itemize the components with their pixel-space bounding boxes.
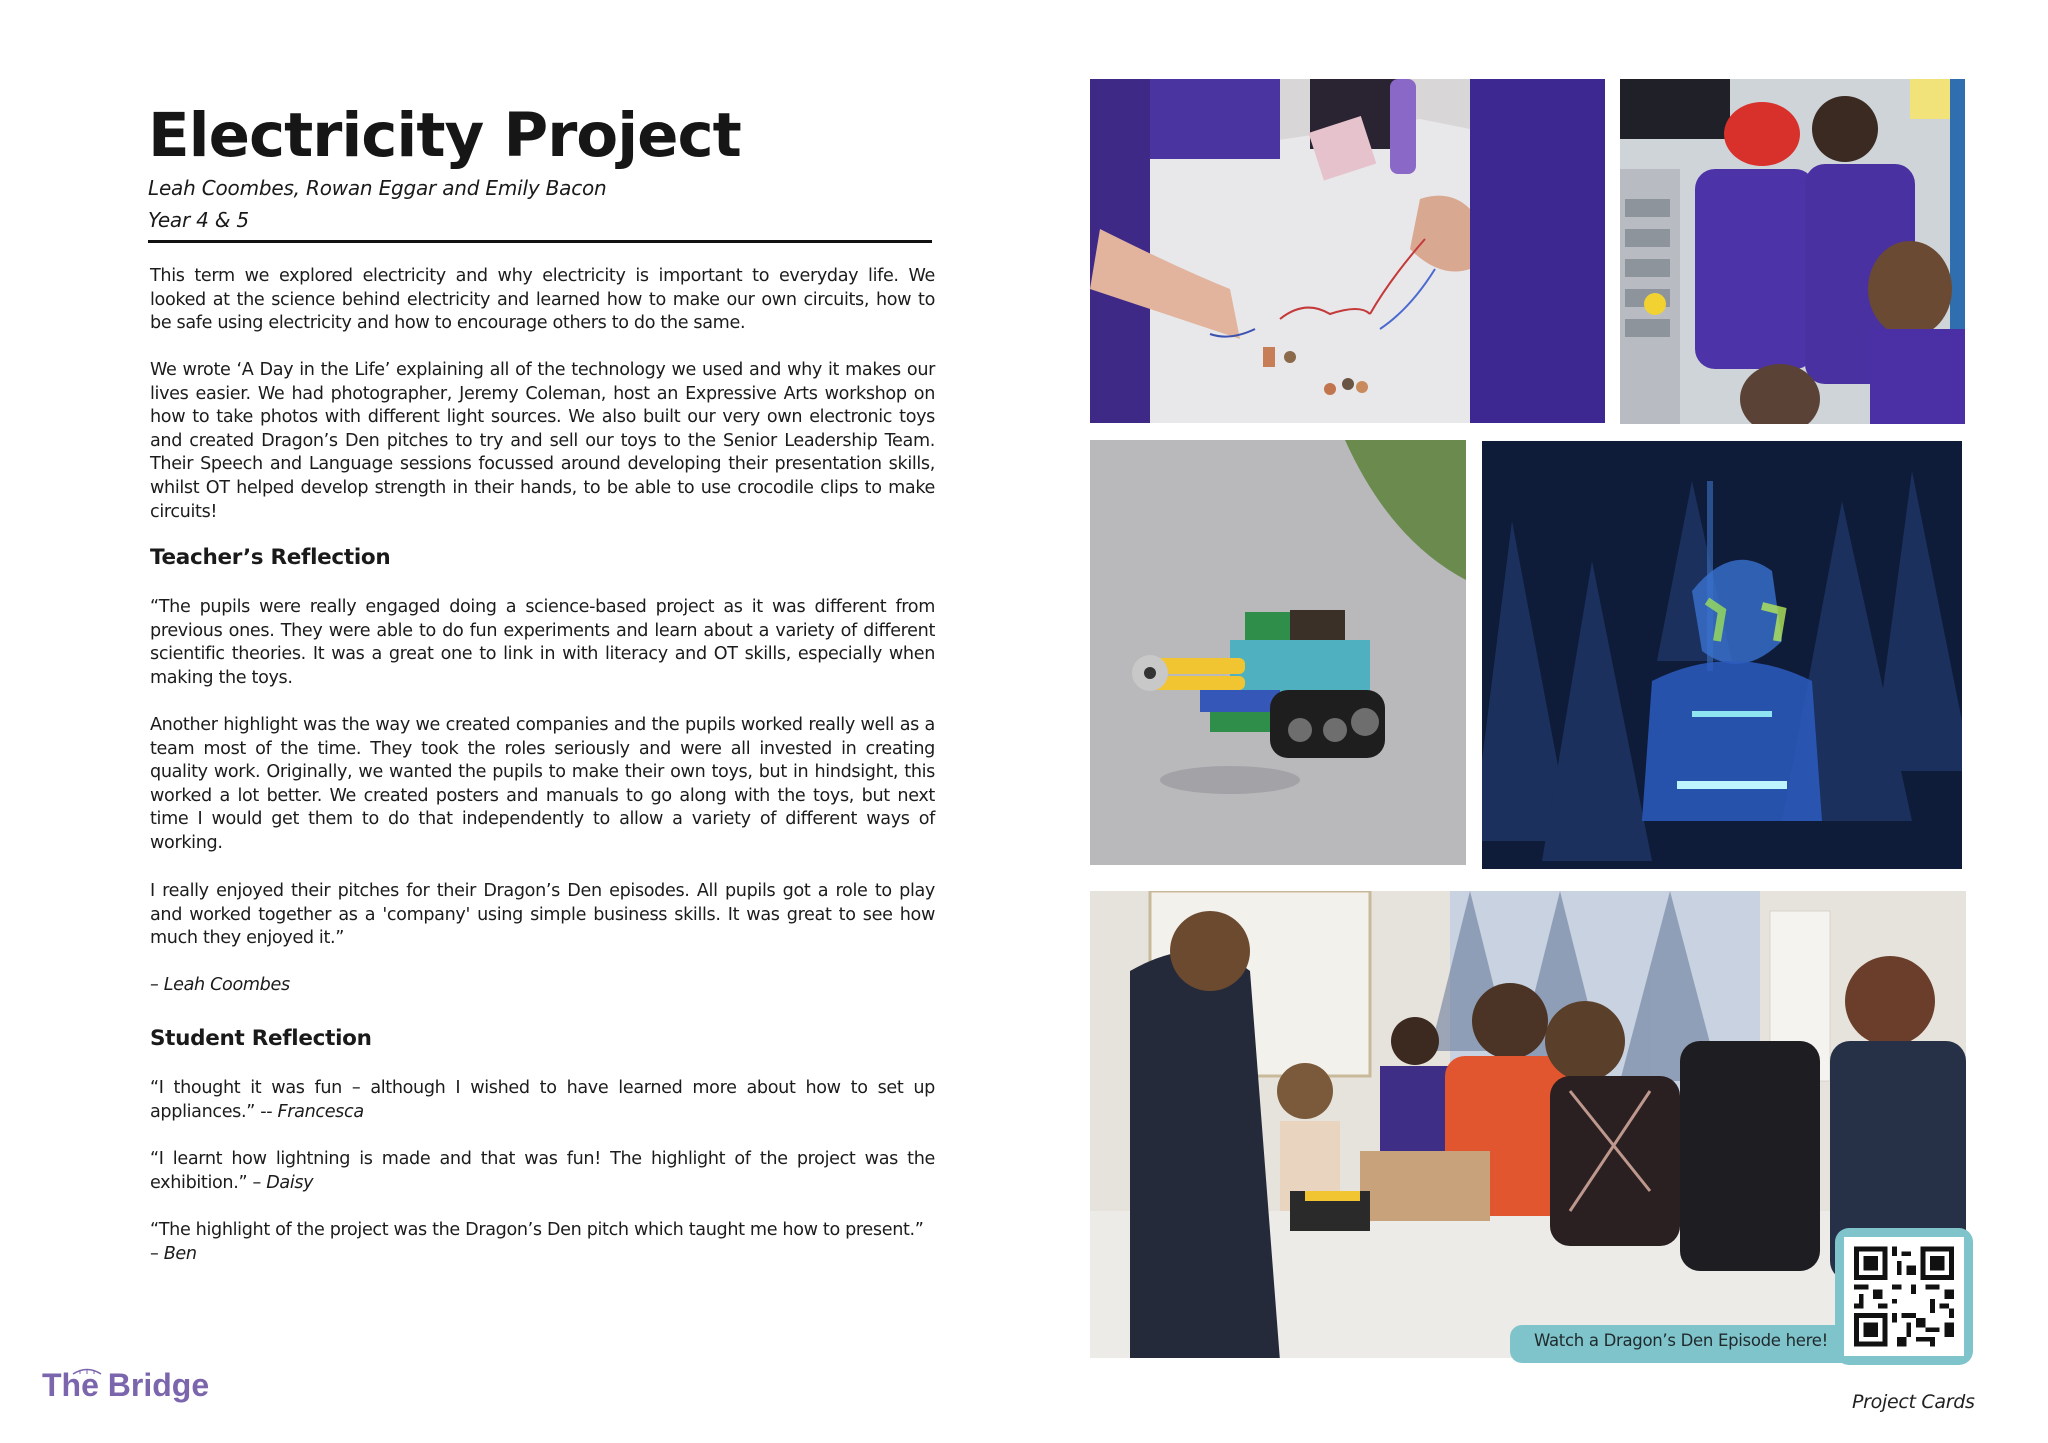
student-quote-francesca: “I thought it was fun – although I wished to have learned more about how to set up appliances.” -- Francesca bbox=[150, 1078, 935, 1122]
teacher-reflection-paragraph-3: I really enjoyed their pitches for their Dragon’s Den episodes. All pupils got a role to play and worked together as a 'company' using simple business skills. It was great to see how much they enjoyed it.” bbox=[150, 881, 935, 949]
intro-paragraph-2: We wrote ‘A Day in the Life’ explaining all of the technology we used and why it makes our lives easier. We had photographer, Jeremy Coleman, host an Expressive Arts workshop on how to take photos with different light sources. We also built our very own electronic toys and created Dragon’s Den pitches to try and sell our toys to the Senior Leadership Team. Their Speech and Language sessions focussed around developing their presentation skills, whilst OT helped develop strength in their hands, to be able to use crocodile clips to make circuits! bbox=[150, 360, 935, 522]
year-group: Year 4 & 5 bbox=[148, 208, 249, 232]
toy-tank-illustration bbox=[1090, 440, 1466, 865]
title-divider bbox=[148, 240, 932, 243]
teacher-reflection-paragraph-2: Another highlight was the way we created companies and the pupils worked really well as a team most of the time. They took the roles seriously and were all invested in creating quality work. Originally, we wanted the pupils to make their own toys, but in hindsight, this worked a lot better. We created posters and manuals to go along with the toys, but next time I would get them to do that independently to allow a variety of different ways of working. bbox=[150, 715, 935, 853]
page-title: Electricity Project bbox=[148, 100, 741, 171]
intro-paragraph-1: This term we explored electricity and why electricity is important to everyday life. We looked at the science behind electricity and learned how to make our own circuits, how to be safe using electricity and how to encourage others to do the same. bbox=[150, 266, 935, 334]
header bbox=[148, 100, 935, 243]
qr-code-icon[interactable] bbox=[1844, 1237, 1964, 1356]
qr-label[interactable]: Watch a Dragon’s Den Episode here! bbox=[1534, 1331, 1828, 1350]
circuit-photo-illustration bbox=[1090, 79, 1605, 423]
student-quote-daisy: “I learnt how lightning is made and that was fun! The highlight of the project was the exhibition.” – Daisy bbox=[150, 1149, 935, 1193]
photo-circuit-building bbox=[1090, 79, 1605, 423]
teacher-reflection-heading: Teacher’s Reflection bbox=[150, 545, 391, 570]
student-reflection-heading: Student Reflection bbox=[150, 1026, 372, 1051]
school-logo: The Bridge bbox=[42, 1367, 210, 1403]
photo-pupils-circuit bbox=[1620, 79, 1965, 424]
qr-code-pattern bbox=[1844, 1237, 1964, 1356]
pupils-photo-illustration bbox=[1620, 79, 1965, 424]
photo-light-painting bbox=[1482, 441, 1962, 869]
light-painting-illustration bbox=[1482, 441, 1962, 869]
section-label: Project Cards bbox=[1852, 1391, 1975, 1413]
authors: Leah Coombes, Rowan Eggar and Emily Bacon bbox=[148, 176, 607, 200]
student-quote-ben: “The highlight of the project was the Dragon’s Den pitch which taught me how to present.” – Ben bbox=[150, 1220, 924, 1264]
teacher-attribution: – Leah Coombes bbox=[150, 975, 290, 995]
photo-toy-tank bbox=[1090, 440, 1466, 865]
teacher-reflection-paragraph-1: “The pupils were really engaged doing a science-based project as it was different from previous ones. They were able to do fun experiments and learn about a variety of different scientific theories. It was a great one to link in with literacy and OT skills, especially when making the toys. bbox=[150, 597, 935, 688]
